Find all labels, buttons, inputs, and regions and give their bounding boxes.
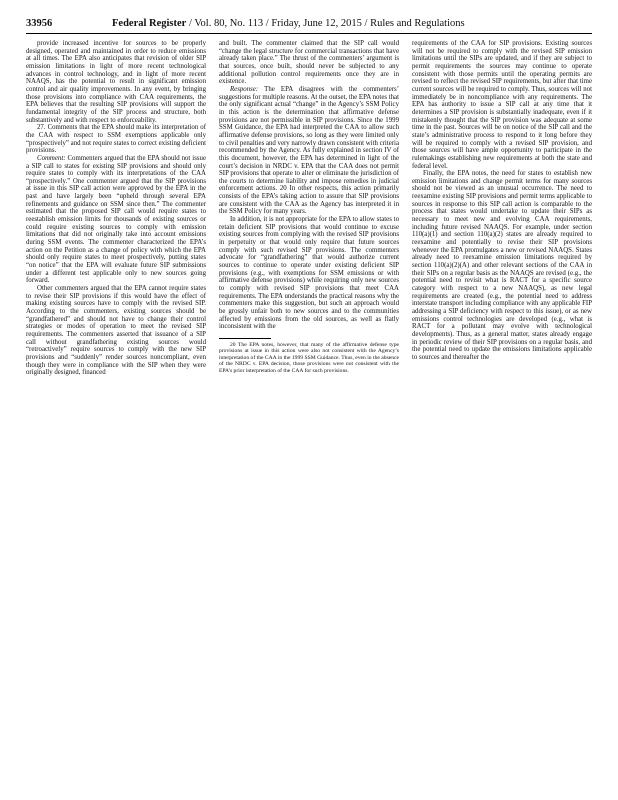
journal-name: Federal Register — [112, 18, 187, 29]
paragraph-text: provide increased incentive for sources to be properly designed, operated and maintained in order to reduce emissions at all times. The EPA also anticipates that revision of older SIP emission limitations in light of more recent technological advances in control technology, and in light of more recent NAAQS, has the potential to result in significant emission control and air quality improvements. In any event, by bringing those provisions into compliance with CAA requirements, the EPA believes that the resulting SIP provisions will support the fundamental integrity of the SIP process and structure, both substantively and with respect to enforceability. — [26, 40, 206, 124]
paragraph-text: In addition, it is not appropriate for the EPA to allow states to retain deficient SIP provisions that would continue to excuse existing sources from complying with the revised SIP provisions in perpetuity or that would only require that future sources comply with such revised SIP provisions. The commenters advocate for “grandfathering” that would authorize current sources to continue to operate under existing deficient SIP provisions (e.g., with exemptions for SSM emissions or with affirmative defense provisions) while requiring only new sources to comply with revised SIP provisions that meet CAA requirements. The EPA understands the practical reasons why the commenters make this suggestion, but such an approach would be grossly unfair both to new sources and to the communities affected by emissions from the old sources, as well as flatly inconsistent with the — [219, 216, 399, 331]
column-2 — [219, 40, 399, 780]
paragraph — [26, 155, 206, 285]
column-1 — [26, 40, 206, 780]
paragraph-text: Commenters argued that the EPA should not issue a SIP call to states for existing SIP provisions and should only require states to comply with its interpretations of the CAA “prospectively.” One commenter argued that the SIP provisions at issue in this SIP call action were approved by the EPA in the past and have largely been “upheld through several EPA refinements and guidance on SSM since then.” The commenter estimated that the proposed SIP call would require states to reestablish emission limits for thousands of existing sources or could require existing sources to comply with emission limitations that did not originally take into account emissions during SSM events. The commenter characterized the EPA’s action on the Petition as a change of policy with which the EPA should only require states to meet prospectively, putting states “on notice” that the EPA will evaluate future SIP submissions under a different test applicable only to new sources going forward. — [26, 154, 206, 285]
paragraph — [219, 40, 399, 86]
paragraph — [412, 170, 592, 361]
paragraph — [26, 285, 206, 377]
paragraph — [219, 216, 399, 331]
column-3 — [412, 40, 592, 780]
paragraph-text: The EPA disagrees with the commenters’ suggestions for multiple reasons. At the outset, the EPA notes that the only significant actual “change” in the Agency’s SSM Policy in this action is the determination that affirmative defense provisions are not permissible in SIP provisions. Since the 1999 SSM Guidance, the EPA had interpreted the CAA to allow such affirmative defense provisions, so long as they were limited only to civil penalties and very narrowly drawn consistent with criteria recommended by the Agency. As fully explained in section IV of this document, however, the EPA has determined in light of the court’s decision in NRDC v. EPA that the CAA does not permit SIP provisions that operate to alter or eliminate the jurisdiction of the courts to determine liability and impose remedies in judicial enforcement actions. 20 In other respects, this action primarily consists of the EPA’s taking action to assure that SIP provisions are consistent with the CAA as the Agency has interpreted it in the SSM Policy for many years. — [219, 85, 399, 216]
issue-info: / Vol. 80, No. 113 / Friday, June 12, 2015 / Rules and Regulations — [188, 18, 465, 29]
paragraph-text: Finally, the EPA notes, the need for states to establish new emission limitations and change permit terms for many sources should not be viewed as an unusual occurrence. The need to reexamine existing SIP provisions and permit terms applicable to sources in response to this SIP call action is comparable to the process that states would undertake to update their SIPs as necessary to meet new and evolving CAA requirements, including future revised NAAQS. For example, under section 110(a)(1) and section 110(a)(2) states are already required to reexamine and potentially to revise their SIP provisions whenever the EPA promulgates a new or revised NAAQS. States already need to reexamine emission limitations required by section 110(a)(2)(A) and other relevant sections of the CAA in their SIPs on a regular basis as the NAAQS are revised (e.g., the potential need to revisit what is RACT for a specific source category with respect to a new NAAQS), as new legal requirements are created (e.g., the potential need to address interstate transport including compliance with any applicable FIP addressing a SIP deficiency with respect to this issue), or as new emissions control technologies are developed (e.g., what is RACT for a pollutant may evolve with technological developments). Thus, as a general matter, states already engage in periodic review of their SIP provisions on a regular basis, and the potential need to update the emissions limitations applicable to sources and thereafter the — [412, 170, 592, 361]
paragraph-text: Other commenters argued that the EPA cannot require states to revise their SIP provisions if this would have the effect of making existing sources have to comply with the revised SIP. According to the commenters, existing sources should be “grandfathered” and should not have to change their control strategies or modes of operation to meet the revised SIP requirements. The commenters asserted that issuance of a SIP call without grandfathering existing sources would “retroactively” require sources to comply with the new SIP provisions and “suddenly” render sources noncompliant, even though they were in compliance with the SIP when they were originally designed, financed — [26, 285, 206, 377]
paragraph-text: and built. The commenter claimed that the SIP call would “change the legal structure for commercial transactions that have already taken place.” The thrust of the commenters’ argument is that sources, once built, should never be subjected to any additional pollution control requirements once they are in existence. — [219, 40, 399, 86]
document-page — [26, 18, 592, 788]
page-header — [26, 18, 592, 34]
text-columns — [26, 40, 592, 780]
running-head — [112, 18, 465, 29]
page-number: 33956 — [26, 18, 53, 29]
paragraph — [26, 124, 206, 155]
header-rule — [26, 33, 592, 34]
paragraph-text: 27. Comments that the EPA should make its interpretation of the CAA with respect to SSM exemptions applicable only “prospectively” and not require states to correct existing deficient provisions. — [26, 124, 206, 155]
paragraph-text: requirements of the CAA for SIP provisions. Existing sources will not be required to comply with the revised SIP emission limitations until the SIPs are updated, and if they are subject to permit requirements the sources may continue to operate consistent with those permits until the operating permits are revised to reflect the revised SIP requirements, but after that time current sources will be required to comply. Thus, sources will not immediately be in noncompliance with any requirements. The EPA has authority to issue a SIP call at any time that it determines a SIP provision is substantially inadequate, even if it mistakenly thought that the SIP provision was adequate at some time in the past. Sources will be on notice of the SIP call and the state’s administrative process to respond to it long before they will be required to comply with a revised SIP provision, and those sources will have ample opportunity to participate in the rulemakings establishing new requirements at both the state and federal level. — [412, 40, 592, 170]
footnote-rule — [219, 338, 271, 339]
paragraph — [26, 40, 206, 124]
paragraph-lead: Response: — [230, 85, 259, 93]
paragraph — [412, 40, 592, 170]
paragraph — [219, 86, 399, 216]
footnote: 20 The EPA notes, however, that many of the affirmative defense type provisions at issue in this action were also not consistent with the Agency’s interpretation of the CAA in the 1999 SSM Guidance. Thus, even in the absence of the NRDC v. EPA decision, those provisions were not consistent with the EPA’s prior interpretation of the CAA for such provisions. — [219, 341, 399, 374]
paragraph-lead: Comment: — [37, 154, 66, 162]
